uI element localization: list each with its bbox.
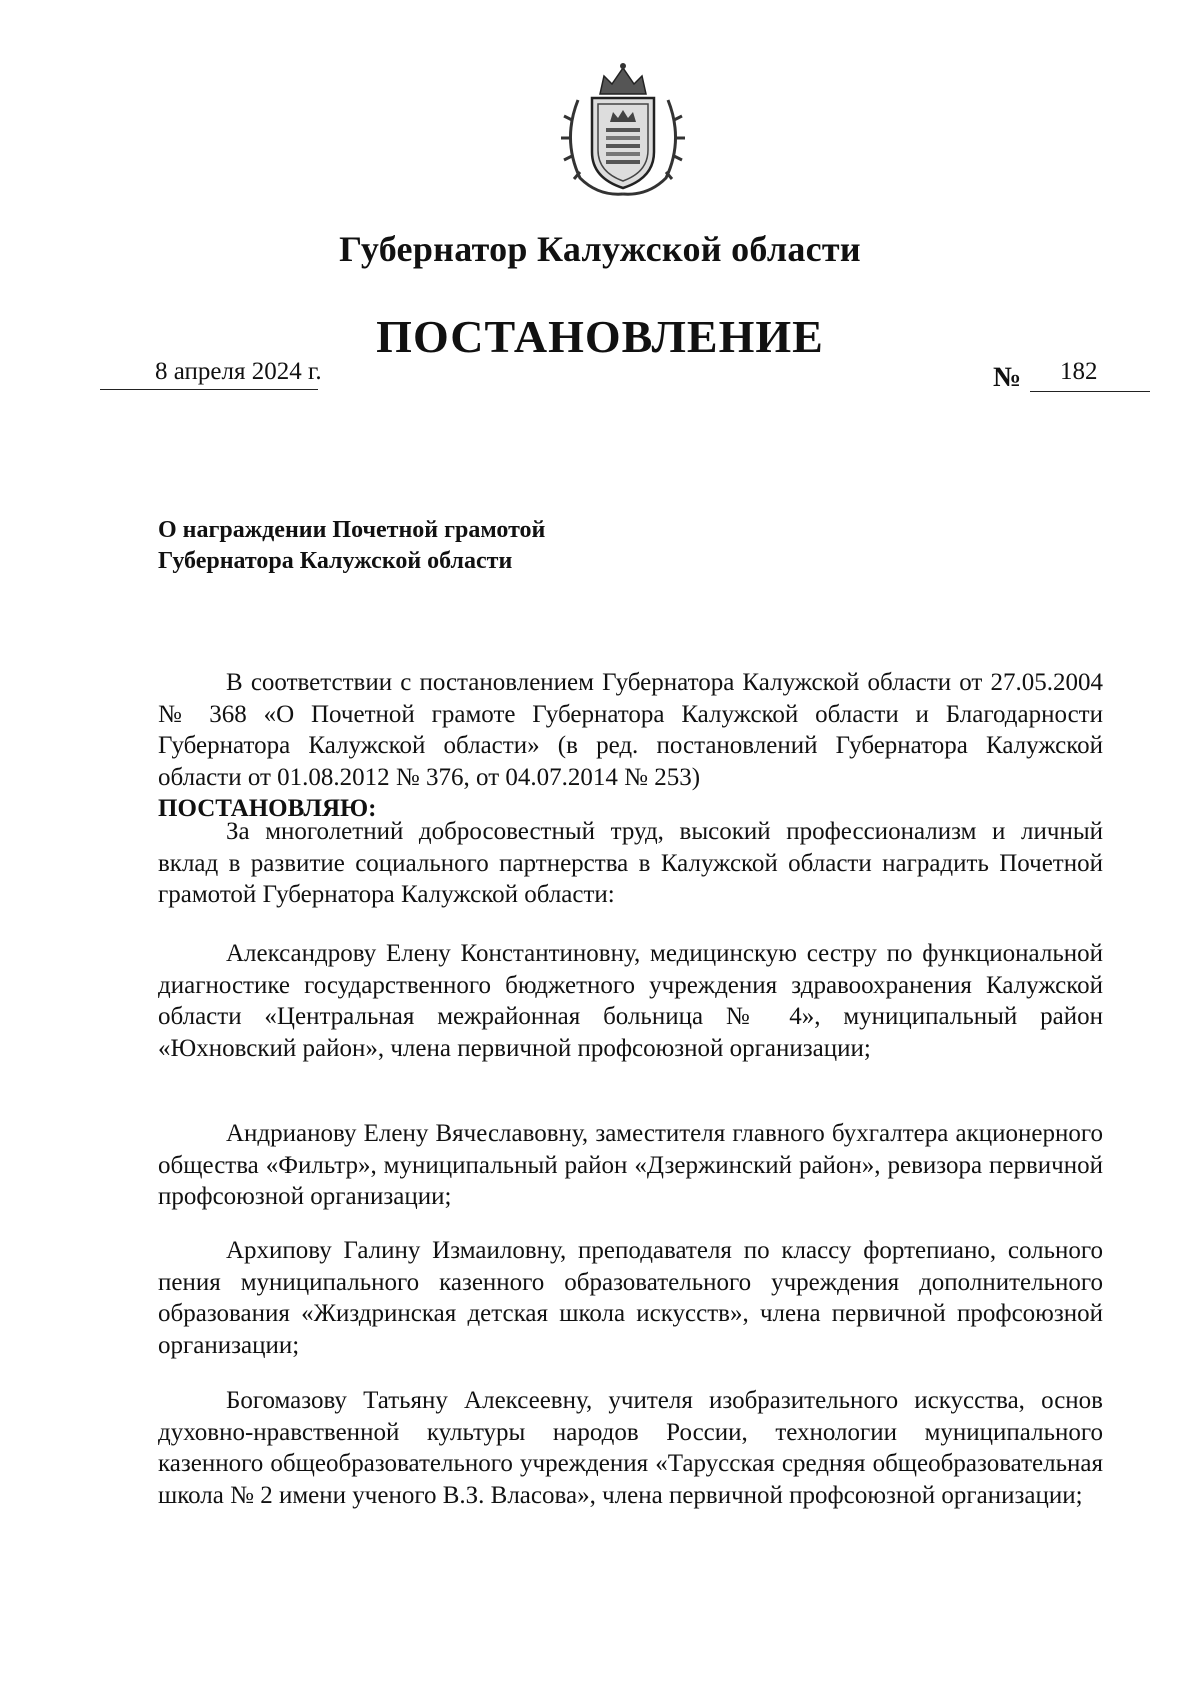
- subject-line: О награждении Почетной грамотой: [158, 517, 546, 543]
- awardee-paragraph: Архипову Галину Измаиловну, преподавателя по классу фортепиано, сольного пения муниципального казенного образовательного учреждения дополнительного образования «Жиздринская детская школа искусств», члена первичной профсоюзной организации;: [158, 1237, 1103, 1359]
- document-type-title: ПОСТАНОВЛЕНИЕ: [376, 311, 824, 362]
- awardee-paragraph: Александрову Елену Константиновну, медицинскую сестру по функциональной диагностике государственного бюджетного учреждения здравоохранения Калужской области «Центральная межрайонная больница № 4», муниципальный район «Юхновский район», члена первичной профсоюзной организации;: [158, 940, 1103, 1062]
- awardee-entry: [158, 938, 1103, 1064]
- number-underline: [1030, 391, 1150, 392]
- awardee-paragraph: Андрианову Елену Вячеславовну, заместителя главного бухгалтера акционерного общества «Фильтр», муниципальный район «Дзержинский район», ревизора первичной профсоюзной организации;: [158, 1120, 1103, 1210]
- awardee-paragraph: Богомазову Татьяну Алексеевну, учителя изобразительного искусства, основ духовно-нравственной культуры народов России, технологии муниципального казенного общеобразовательного учреждения «Тарусская средняя общеобразовательная школа № 2 имени ученого В.З. Власова», члена первичной профсоюзной организации;: [158, 1387, 1103, 1509]
- date-underline: [100, 389, 318, 390]
- subject-line: Губернатора Калужской области: [158, 548, 513, 574]
- document-date: 8 апреля 2024 г.: [155, 358, 322, 385]
- kaluga-region-coat-of-arms-icon: [558, 60, 688, 200]
- awardee-entry: [158, 1235, 1103, 1361]
- document-subject: [158, 515, 545, 577]
- decree-keyword: ПОСТАНОВЛЯЮ:: [158, 795, 377, 822]
- issuing-authority: Губернатор Калужской области: [339, 229, 861, 269]
- awardee-entry: [158, 1385, 1103, 1511]
- document-number: 182: [1060, 358, 1098, 385]
- preamble-paragraph: В соответствии с постановлением Губернатора Калужской области от 27.05.2004 № 368 «О Почетной грамоте Губернатора Калужской области и Благодарности Губернатора Калужской области» (в ред. постановлений Губернатора Калужской области от 01.08.2012 № 376, от 04.07.2014 № 253): [158, 669, 1103, 791]
- preamble-block: [158, 667, 1103, 825]
- resolution-block: [158, 816, 1103, 911]
- resolution-paragraph: За многолетний добросовестный труд, высокий профессионализм и личный вклад в развитие социального партнерства в Калужской области наградить Почетной грамотой Губернатора Калужской области:: [158, 818, 1103, 908]
- awardee-entry: [158, 1118, 1103, 1213]
- number-label: №: [993, 362, 1022, 393]
